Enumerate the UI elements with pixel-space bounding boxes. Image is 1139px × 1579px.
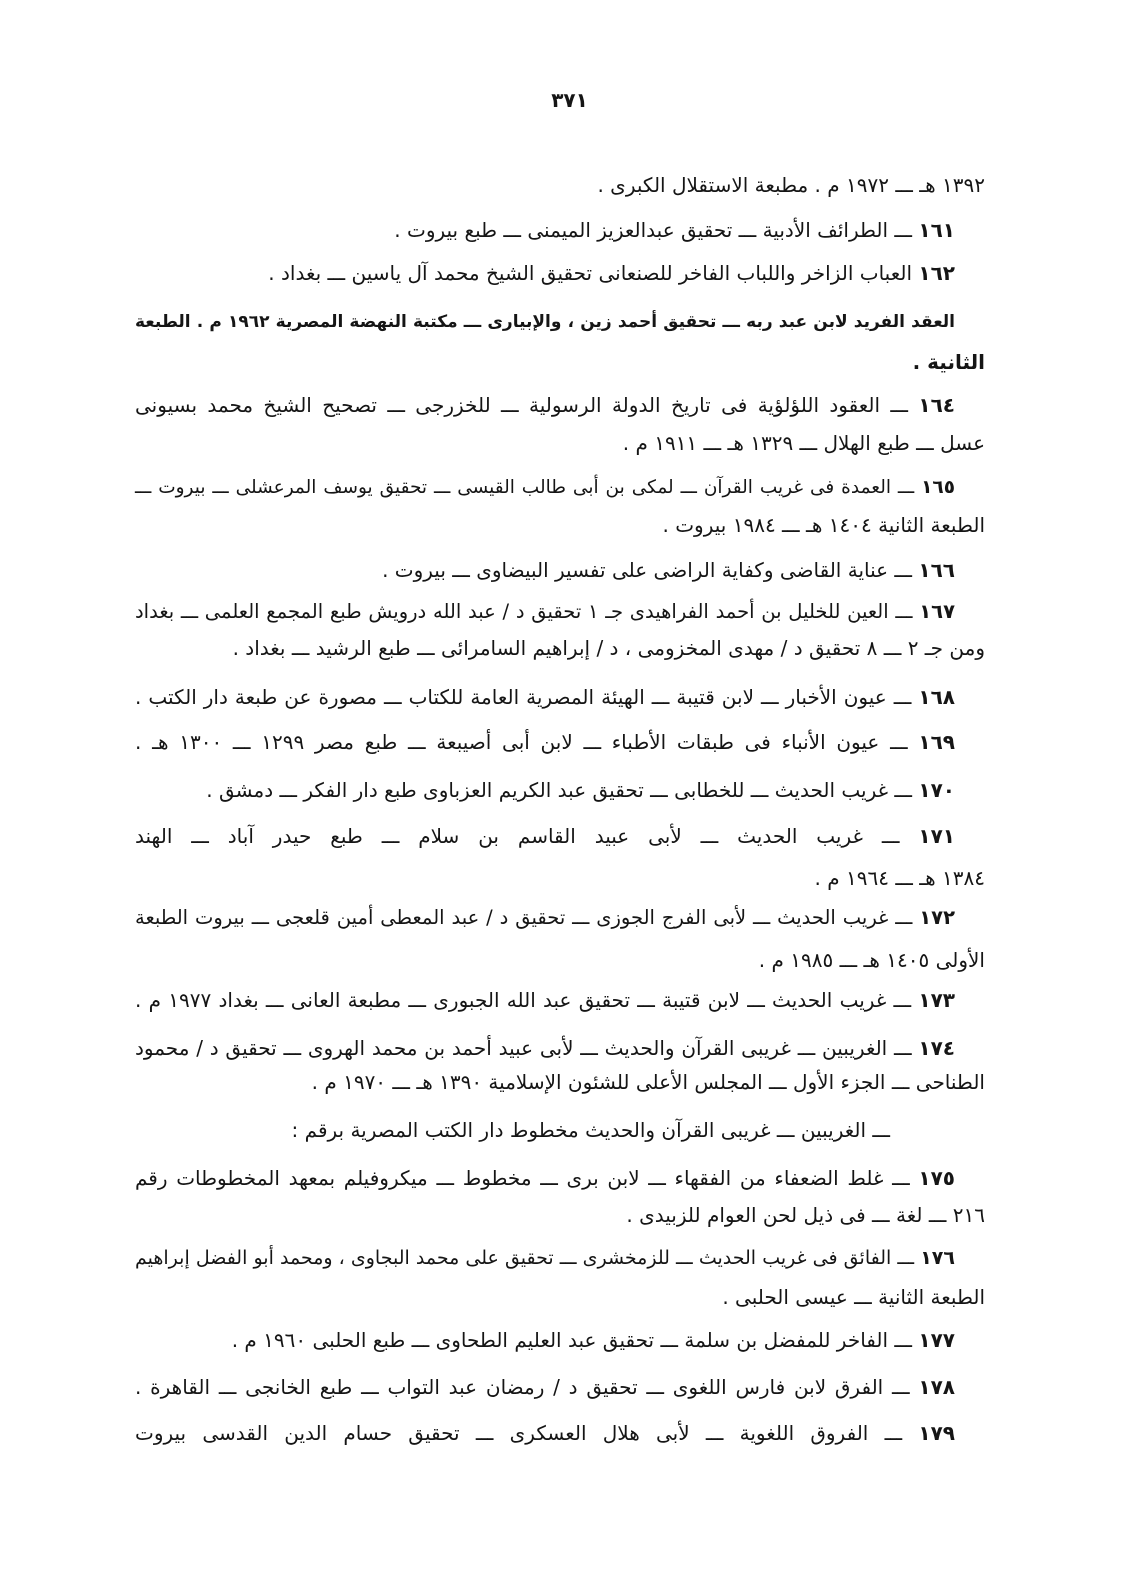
entry-number: ١٧٥ [918,1166,956,1190]
entry-text: ومن جـ ٢ ـــ ٨ تحقيق د / مهدى المخزومى ، د / إبراهيم السامرائى ـــ طبع الرشيد ـــ بغداد . [232,636,985,660]
entry-number: ١٧٢ [919,906,955,929]
entry-text: ـــ غريب الحديث ـــ للخطابى ـــ تحقيق عبد الكريم العزباوى طبع دار الفكر ـــ دمشق . [206,778,913,802]
bibliography-line [135,861,985,895]
bibliography-line [135,1065,985,1099]
bibliography-line [135,345,985,379]
entry-text: الطبعة الثانية ١٤٠٤ هـ ـــ ١٩٨٤ بيروت . [662,513,985,537]
bibliography-line [135,1370,955,1404]
bibliography-line [135,168,985,202]
entry-number: ١٦٦ [918,558,955,582]
bibliography-line [135,508,985,542]
bibliography-line [135,426,985,460]
entry-number: ١٦٨ [918,685,955,709]
entry-text: ـــ العمدة فى غريب القرآن ـــ لمكى بن أبى طالب القيسى ـــ تحقيق يوسف المرعشلى ـــ بيروت ـــ [135,477,915,498]
bibliography-line [135,1280,985,1314]
bibliography-line [135,256,955,290]
entry-text: ـــ غريب الحديث ـــ لأبى عبيد القاسم بن سلام ـــ طبع حيدر آباد ـــ الهند [135,824,900,848]
entry-number: ١٦١ [918,218,955,242]
entry-text: ـــ الفروق اللغوية ـــ لأبى هلال العسكرى ـــ تحقيق حسام الدين القدسى بيروت [135,1421,903,1445]
entry-text: العباب الزاخر واللباب الفاخر للصنعانى تحقيق الشيخ محمد آل ياسين ـــ بغداد . [268,261,913,285]
entry-text: ـــ العقود اللؤلؤية فى تاريخ الدولة الرسولية ـــ للخزرجى ـــ تصحيح الشيخ محمد بسيونى [135,393,908,417]
bibliography-line [135,553,955,587]
entry-number: ١٦٩ [918,730,956,754]
entry-text: العقد الفريد لابن عبد ربه ـــ تحقيق أحمد زين ، والإبيارى ـــ مكتبة النهضة المصرية ١٩٦٢ م . الطبعة [135,312,955,332]
entry-text: ـــ الفرق لابن فارس اللغوى ـــ تحقيق د / رمضان عبد التواب ـــ طبع الخانجى ـــ القاهرة . [135,1375,910,1399]
entry-text: ـــ عيون الأخبار ـــ لابن قتيبة ـــ الهيئة المصرية العامة للكتاب ـــ مصورة عن طبعة دار الكتب . [135,685,912,709]
bibliography-line [135,388,955,422]
bibliography-line [135,725,955,759]
entry-number: ١٦٧ [919,600,955,623]
entry-number: ١٦٥ [921,477,955,498]
entry-number: ١٧١ [918,824,955,848]
entry-text: عسل ـــ طبع الهلال ـــ ١٣٢٩ هـ ـــ ١٩١١ م . [622,431,985,455]
page-number: ٣٧١ [551,88,588,112]
bibliography-line [135,901,955,935]
bibliography-line [135,1031,955,1065]
entry-text: الأولى ١٤٠٥ هـ ـــ ١٩٨٥ م . [758,948,985,972]
entry-number: ١٧٩ [918,1421,955,1445]
bibliography-line [135,819,955,853]
bibliography-line [135,1416,955,1450]
entry-text: ـــ غريب الحديث ـــ لابن قتيبة ـــ تحقيق عبد الله الجبورى ـــ مطبعة العانى ـــ بغداد ١٩٧٧ م . [135,988,912,1012]
entry-number: ١٦٤ [918,393,955,417]
entry-number: ١٦٢ [918,261,955,285]
entry-text: ـــ غلط الضعفاء من الفقهاء ـــ لابن برى ـــ مخطوط ـــ ميكروفيلم بمعهد المخطوطات رقم [135,1166,910,1190]
entry-text: ـــ الغريبين ـــ غريبى القرآن والحديث ـــ لأبى عبيد أحمد بن محمد الهروى ـــ تحقيق د / محمود [135,1036,912,1060]
entry-text: ـــ عناية القاضى وكفاية الراضى على تفسير البيضاوى ـــ بيروت . [382,558,913,582]
entry-text: الثانية . [912,350,985,374]
entry-text: ـــ الفائق فى غريب الحديث ـــ للزمخشرى ـــ تحقيق على محمد البجاوى ، ومحمد أبو الفضل إبراهيم [135,1247,915,1269]
entry-text: ـــ غريب الحديث ـــ لأبى الفرج الجوزى ـــ تحقيق د / عبد المعطى أمين قلعجى ـــ بيروت الطبعة [135,906,913,929]
entry-text: ١٣٨٤ هـ ـــ ١٩٦٤ م . [814,866,985,890]
entry-text: ـــ عيون الأنباء فى طبقات الأطباء ـــ لابن أبى أصيبعة ـــ طبع مصر ١٢٩٩ ـــ ١٣٠٠ هـ . [135,730,908,754]
bibliography-line [135,1113,890,1147]
entry-text: ١٣٩٢ هـ ـــ ١٩٧٢ م . مطبعة الاستقلال الكبرى . [597,173,985,197]
entry-text: ٢١٦ ـــ لغة ـــ فى ذيل لحن العوام للزبيدى . [626,1203,985,1227]
entry-number: ١٧٠ [918,778,955,802]
bibliography-line [135,305,955,339]
entry-text: الطبعة الثانية ـــ عيسى الحلبى . [722,1285,985,1309]
bibliography-line [135,1198,985,1232]
bibliography-line [135,1241,955,1275]
entry-number: ١٧٨ [918,1375,955,1399]
bibliography-line [135,983,955,1017]
bibliography-line [135,1323,955,1357]
entry-text: ـــ العين للخليل بن أحمد الفراهيدى جـ ١ تحقيق د / عبد الله درويش طبع المجمع العلمى ـــ بغداد [135,600,913,623]
bibliography-line [135,631,985,665]
bibliography-line [135,680,955,714]
entry-number: ١٧٣ [918,988,956,1012]
entry-number: ١٧٤ [918,1036,956,1060]
entry-text: ـــ الطرائف الأدبية ـــ تحقيق عبدالعزيز الميمنى ـــ طبع بيروت . [394,218,913,242]
entry-text: الطناحى ـــ الجزء الأول ـــ المجلس الأعلى للشئون الإسلامية ١٣٩٠ هـ ـــ ١٩٧٠ م . [311,1070,985,1094]
bibliography-line [135,213,955,247]
bibliography-line [135,943,985,977]
entry-text: ـــ الغريبين ـــ غريبى القرآن والحديث مخطوط دار الكتب المصرية برقم : [291,1118,890,1142]
bibliography-line [135,595,955,629]
bibliography-line [135,773,955,807]
bibliography-line [135,1161,955,1195]
bibliography-line [135,471,955,505]
entry-number: ١٧٧ [918,1328,955,1352]
entry-number: ١٧٦ [920,1247,955,1269]
entry-text: ـــ الفاخر للمفضل بن سلمة ـــ تحقيق عبد العليم الطحاوى ـــ طبع الحلبى ١٩٦٠ م . [231,1328,913,1352]
